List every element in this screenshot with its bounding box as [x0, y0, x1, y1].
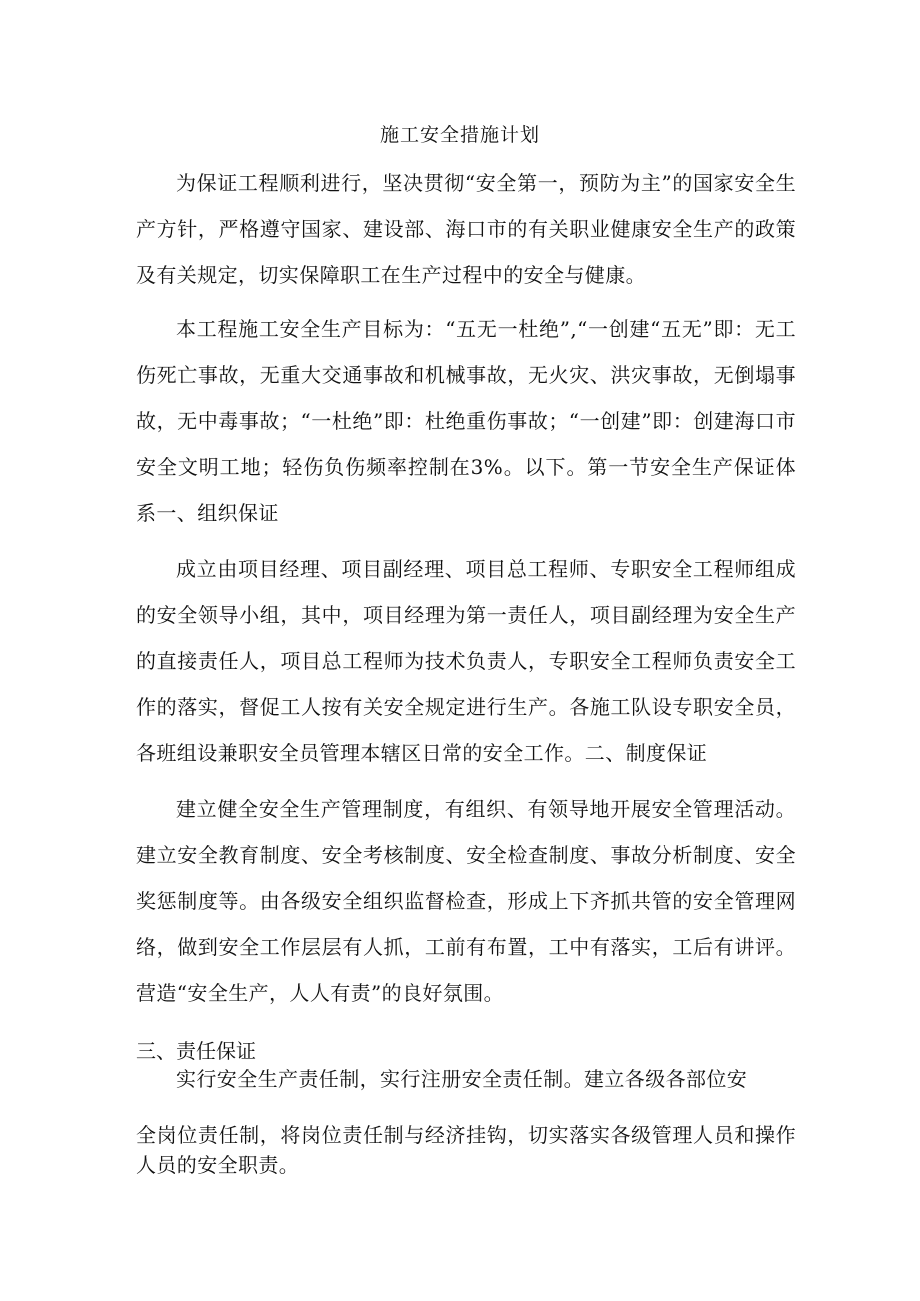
paragraph-safety-policy: 为保证工程顺利进行，坚决贯彻“安全第一，预防为主”的国家安全生产方针，严格遵守国家、建设部、海口市的有关职业健康安全生产的政策及有关规定，切实保障职工在生产过程中的安全与健康。 — [136, 171, 796, 287]
paragraph-organization-guarantee: 成立由项目经理、项目副经理、项目总工程师、专职安全工程师组成的安全领导小组，其中，项目经理为第一责任人，项目副经理为安全生产的直接责任人，项目总工程师为技术负责人，专职安全工程师负责安全工作的落实，督促工人按有关安全规定进行生产。各施工队设专职安全员，各班组设兼职安全员管理本辖区日常的安全工作。二、制度保证 — [136, 557, 796, 765]
section-heading-responsibility: 三、责任保证 — [136, 1039, 256, 1063]
paragraph-responsibility-line1: 实行安全生产责任制，实行注册安全责任制。建立各级各部位安 — [176, 1067, 748, 1091]
paragraph-safety-goals: 本工程施工安全生产目标为：“五无一杜绝”,“一创建“五无”即：无工伤死亡事故，无重大交通事故和机械事故，无火灾、洪灾事故，无倒塌事故，无中毒事故；“一杜绝”即：杜绝重伤事故；“一创建”即：创建海口市安全文明工地；轻伤负伤频率控制在3%。以下。第一节安全生产保证体系一、组织保证 — [136, 317, 796, 525]
document-title: 施工安全措施计划 — [379, 124, 540, 146]
paragraph-responsibility-rest: 全岗位责任制，将岗位责任制与经济挂钩，切实落实各级管理人员和操作人员的安全职责。 — [136, 1123, 796, 1177]
paragraph-system-guarantee: 建立健全安全生产管理制度，有组织、有领导地开展安全管理活动。建立安全教育制度、安全考核制度、安全检查制度、事故分析制度、安全奖惩制度等。由各级安全组织监督检查，形成上下齐抓共管的安全管理网络，做到安全工作层层有人抓，工前有布置，工中有落实，工后有讲评。营造“安全生产，人人有责”的良好氛围。 — [136, 797, 796, 1005]
